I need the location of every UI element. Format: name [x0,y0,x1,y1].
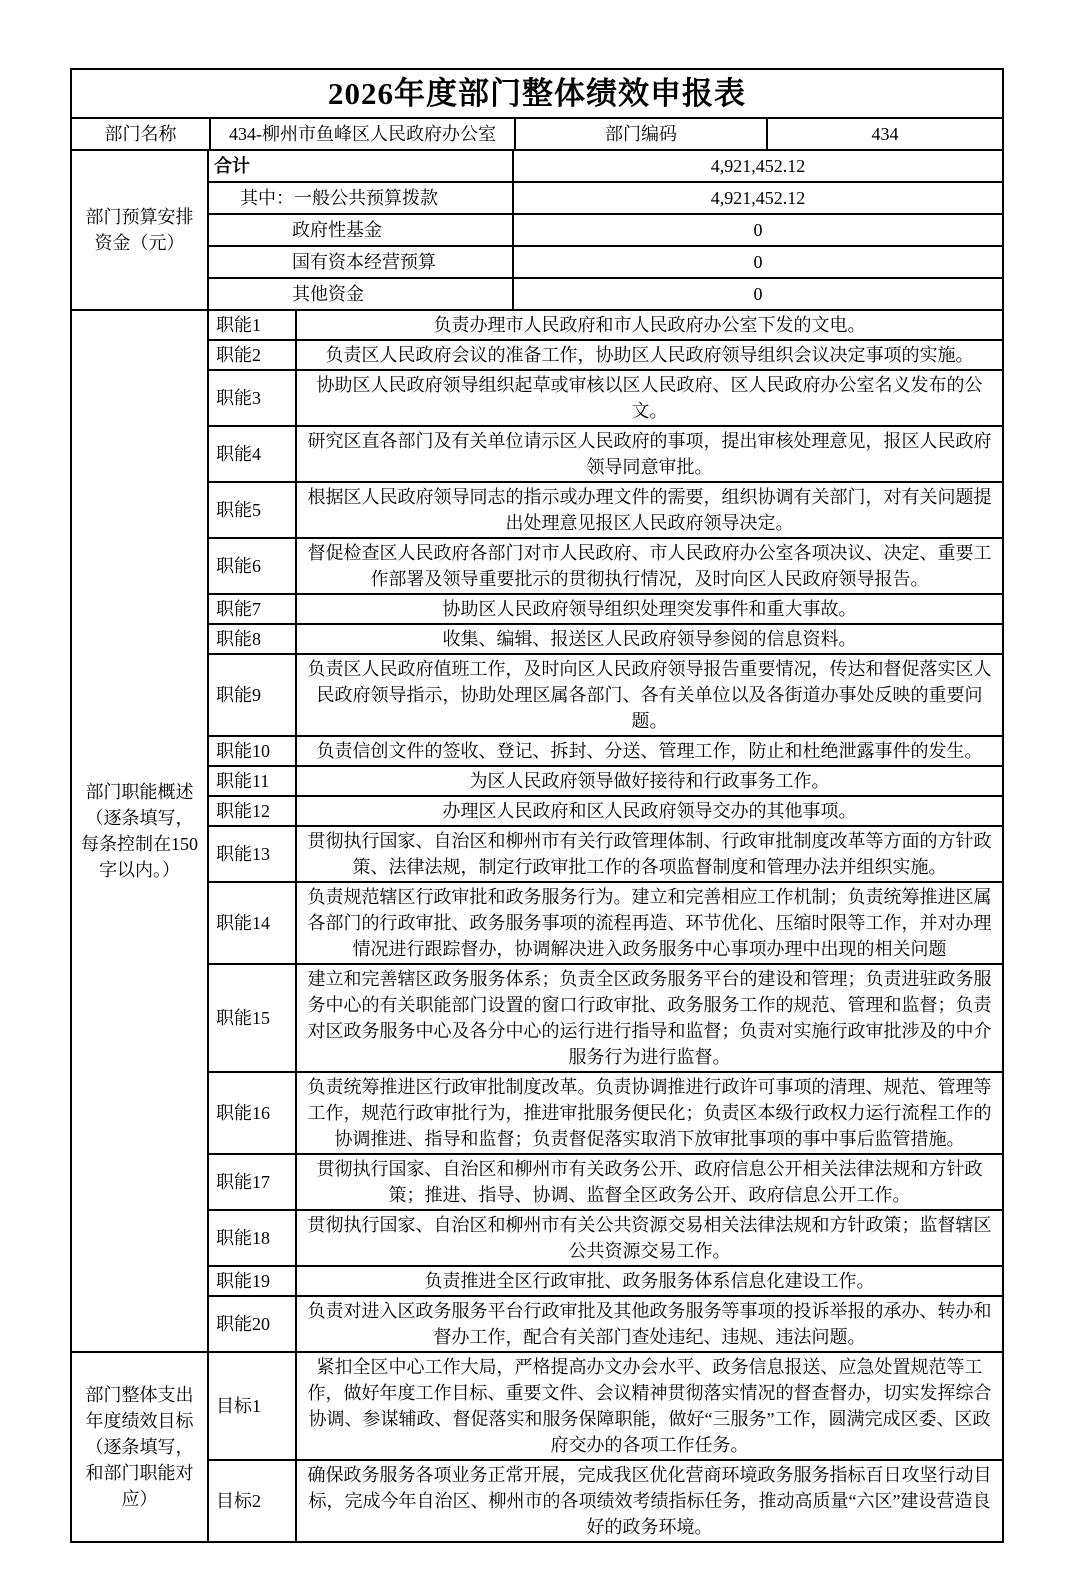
function-row-label: 职能15 [209,965,297,1071]
function-row-label: 职能12 [209,797,297,825]
performance-declaration-table [70,68,1004,1543]
function-row-label: 职能5 [209,483,297,537]
function-row [209,653,1002,735]
function-row [209,825,1002,881]
budget-row [209,181,1002,213]
function-row [209,425,1002,481]
dept-code-value: 434 [766,119,1002,149]
function-row [209,735,1002,765]
function-row [209,795,1002,825]
function-row-text: 根据区人民政府领导同志的指示或办理文件的需要，组织协调有关部门，对有关问题提出处理意见报区人民政府领导决定。 [307,487,992,533]
function-row [209,1153,1002,1209]
function-row-label: 职能18 [209,1211,297,1265]
function-row [209,623,1002,653]
dept-code-label: 部门编码 [514,119,766,149]
function-row [209,339,1002,369]
function-row-text: 研究区直各部门及有关单位请示区人民政府的事项，提出审核处理意见，报区人民政府领导同意审批。 [307,431,992,477]
budget-row-value: 0 [753,284,763,304]
goals-section-label: 部门整体支出年度绩效目标（逐条填写，和部门职能对应） [72,1353,209,1541]
function-row [209,765,1002,795]
function-row-text: 负责规范辖区行政审批和政务服务行为。建立和完善相应工作机制；负责统筹推进区属各部门的行政审批、政务服务事项的流程再造、环节优化、压缩时限等工作，并对办理情况进行跟踪督办，协调解决进入政务服务中心事项办理中出现的相关问题 [307,887,992,959]
function-row-label: 职能7 [209,595,297,623]
function-row-text: 负责统筹推进区行政审批制度改革。负责协调推进行政许可事项的清理、规范、管理等工作，规范行政审批行为，推进审批服务便民化；负责区本级行政权力运行流程工作的协调推进、指导和监督；负责督促落实取消下放审批事项的事中事后监管措施。 [307,1077,992,1149]
function-row [209,593,1002,623]
function-row-label: 职能17 [209,1155,297,1209]
budget-row-label: 合计 [209,151,514,181]
function-row [209,369,1002,425]
function-row-label: 职能1 [209,311,297,339]
budget-row-value: 0 [753,220,763,240]
function-row [209,1265,1002,1295]
function-row-label: 职能13 [209,827,297,881]
budget-row [209,151,1002,181]
function-row [209,481,1002,537]
function-row-label: 职能6 [209,539,297,593]
function-row-text: 贯彻执行国家、自治区和柳州市有关公共资源交易相关法律法规和方针政策；监督辖区公共资源交易工作。 [307,1215,992,1261]
dept-name-value: 434-柳州市鱼峰区人民政府办公室 [209,119,514,149]
function-row-label: 职能10 [209,737,297,765]
function-row [209,537,1002,593]
budget-row-label: 其他资金 [209,279,514,309]
budget-rows [209,151,1002,309]
goal-row-text: 确保政务服务各项业务正常开展，完成我区优化营商环境政务服务指标百日攻坚行动目标，完成今年自治区、柳州市的各项绩效考绩指标任务，推动高质量“六区”建设营造良好的政务环境。 [307,1465,992,1537]
budget-section-label: 部门预算安排资金（元） [72,151,209,309]
function-row [209,1295,1002,1351]
function-row-label: 职能2 [209,341,297,369]
function-row-text: 负责区人民政府会议的准备工作，协助区人民政府领导组织会议决定事项的实施。 [325,345,974,365]
goal-row-label: 目标2 [209,1461,297,1541]
function-row-label: 职能8 [209,625,297,653]
goals-rows [209,1353,1002,1541]
function-row [209,1071,1002,1153]
budget-row-value: 4,921,452.12 [710,156,806,176]
function-row-text: 督促检查区人民政府各部门对市人民政府、市人民政府办公室各项决议、决定、重要工作部署及领导重要批示的贯彻执行情况，及时向区人民政府领导报告。 [307,543,992,589]
function-row-text: 协助区人民政府领导组织处理突发事件和重大事故。 [442,599,857,619]
function-row-text: 负责区人民政府值班工作，及时向区人民政府领导报告重要情况，传达和督促落实区人民政府领导指示，协助处理区属各部门、各有关单位以及各街道办事处反映的重要问题。 [307,659,992,731]
function-row-text: 办理区人民政府和区人民政府领导交办的其他事项。 [442,801,857,821]
function-row-text: 负责信创文件的签收、登记、拆封、分送、管理工作，防止和杜绝泄露事件的发生。 [316,741,983,761]
function-row [209,881,1002,963]
function-row-label: 职能16 [209,1073,297,1153]
dept-header-row [72,117,1002,149]
goal-row-label: 目标1 [209,1353,297,1459]
function-row-label: 职能9 [209,655,297,735]
function-row-text: 为区人民政府领导做好接待和行政事务工作。 [469,771,830,791]
budget-row-value: 0 [753,252,763,272]
function-row-label: 职能19 [209,1267,297,1295]
function-row-label: 职能20 [209,1297,297,1351]
function-row-text: 收集、编辑、报送区人民政府领导参阅的信息资料。 [442,629,857,649]
function-row-text: 负责办理市人民政府和市人民政府办公室下发的文电。 [433,315,866,335]
budget-row [209,245,1002,277]
budget-row-label: 政府性基金 [209,215,514,245]
budget-row [209,213,1002,245]
function-row-label: 职能4 [209,427,297,481]
function-row-text: 负责推进全区行政审批、政务服务体系信息化建设工作。 [424,1271,875,1291]
function-row-text: 贯彻执行国家、自治区和柳州市有关政务公开、政府信息公开相关法律法规和方针政策；推进、指导、协调、监督全区政务公开、政府信息公开工作。 [316,1159,983,1205]
dept-name-label: 部门名称 [104,124,177,144]
budget-row-label: 其中：一般公共预算拨款 [209,183,514,213]
functions-rows [209,311,1002,1351]
budget-section [72,149,1002,309]
functions-section-label: 部门职能概述（逐条填写，每条控制在150字以内。） [72,311,209,1351]
budget-row-label: 国有资本经营预算 [209,247,514,277]
page-title: 2026年度部门整体绩效申报表 [328,75,746,111]
goal-row [209,1353,1002,1459]
goal-row-text: 紧扣全区中心工作大局，严格提高办文办会水平、政务信息报送、应急处置规范等工作，做好年度工作目标、重要文件、会议精神贯彻落实情况的督查督办，切实发挥综合协调、参谋辅政、督促落实和服务保障职能，做好“三服务”工作，圆满完成区委、区政府交办的各项工作任务。 [307,1357,992,1455]
goal-row [209,1459,1002,1541]
budget-row [209,277,1002,309]
function-row [209,1209,1002,1265]
function-row-label: 职能14 [209,883,297,963]
function-row [209,311,1002,339]
goals-section [72,1351,1002,1541]
function-row-label: 职能3 [209,371,297,425]
function-row-text: 建立和完善辖区政务服务体系；负责全区政务服务平台的建设和管理；负责进驻政务服务中心的有关职能部门设置的窗口行政审批、政务服务工作的规范、管理和监督；负责对区政务服务中心及各分中心的运行进行指导和监督；负责对实施行政审批涉及的中介服务行为进行监督。 [307,969,992,1067]
function-row [209,963,1002,1071]
function-row-label: 职能11 [209,767,297,795]
functions-section [72,309,1002,1351]
function-row-text: 贯彻执行国家、自治区和柳州市有关行政管理体制、行政审批制度改革等方面的方针政策、法律法规，制定行政审批工作的各项监督制度和管理办法并组织实施。 [307,831,992,877]
function-row-text: 负责对进入区政务服务平台行政审批及其他政务服务等事项的投诉举报的承办、转办和督办工作，配合有关部门查处违纪、违规、违法问题。 [307,1301,992,1347]
function-row-text: 协助区人民政府领导组织起草或审核以区人民政府、区人民政府办公室名义发布的公文。 [316,375,983,421]
budget-row-value: 4,921,452.12 [710,188,806,208]
